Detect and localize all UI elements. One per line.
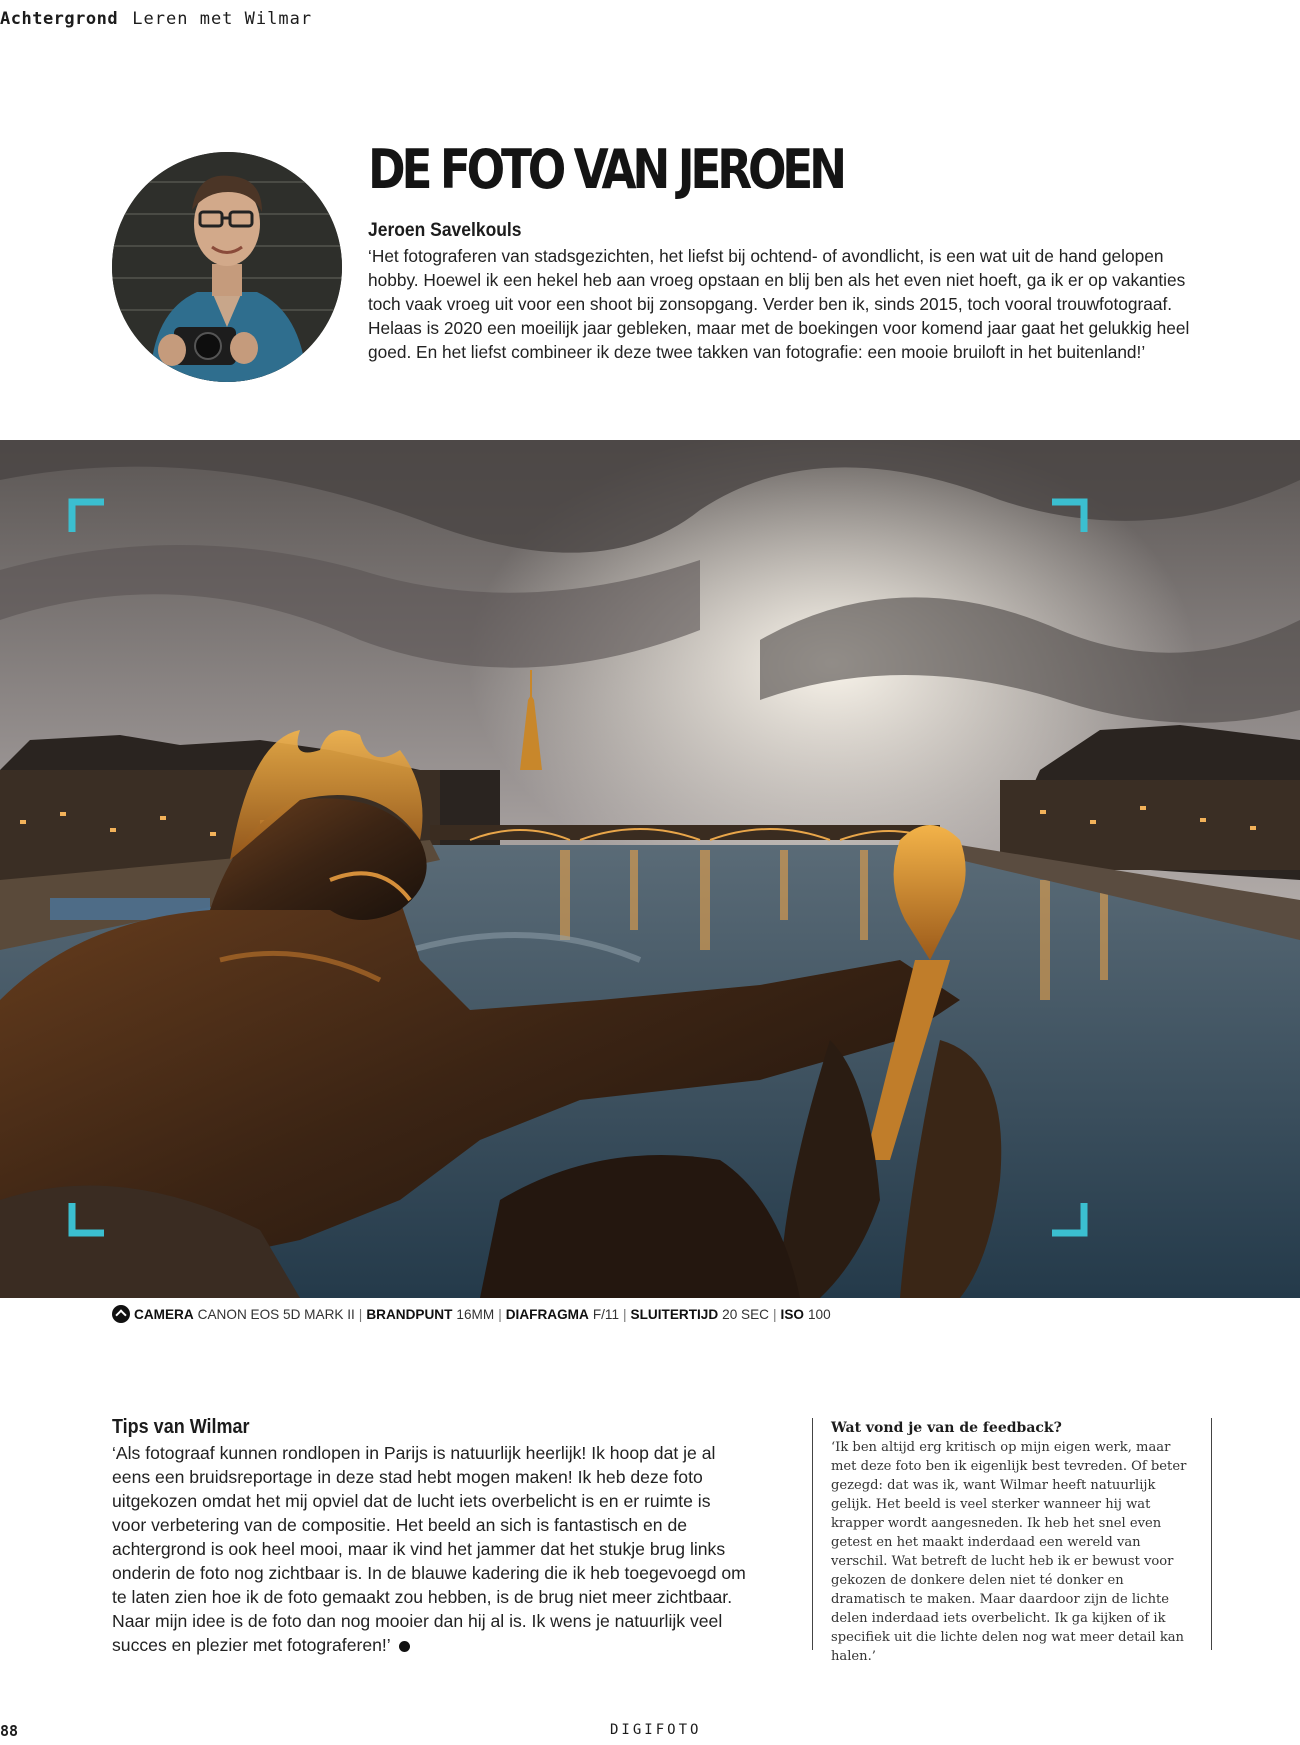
feedback-box — [812, 1418, 1212, 1664]
setting-label-camera: CAMERA — [134, 1306, 194, 1322]
camera-settings-icon — [112, 1305, 130, 1323]
feedback-heading: Wat vond je van de feedback? — [831, 1420, 1062, 1436]
photo-settings-bar — [112, 1305, 831, 1323]
separator: | — [773, 1306, 777, 1322]
article-title: DE FOTO VAN JEROEN — [368, 138, 843, 201]
running-header — [0, 8, 312, 29]
setting-value-camera: CANON EOS 5D MARK II — [197, 1306, 355, 1322]
feedback-text: ‘Ik ben altijd erg kritisch op mijn eigen werk, maar met deze foto ben ik eigenlijk best tevreden. Of beter gezegd: dat was ik, want Wilmar heeft natuurlijk gelijk. Het beeld is veel sterker wanneer hij wat krapper wordt aangesneden. Ik heb het snel even getest en het maakt inderdaad een wereld van verschil. Wat betreft de lucht heb ik er bewust voor gekozen de donkere delen niet té donker en dramatisch te maken. Maar daardoor zijn de lichte delen inderdaad iets overbelicht. Ik ga kijken of ik specifiek uit die lichte delen nog wat meer detail kan halen.’ — [831, 1440, 1187, 1664]
setting-label-iso: ISO — [780, 1306, 804, 1322]
tips-body: ‘Als fotograaf kunnen rondlopen in Parijs is natuurlijk heerlijk! Ik hoop dat je al eens een bruidsreportage in deze stad hebt mogen maken! Ik heb deze foto uitgekozen omdat het mij opviel dat de lucht iets overbelicht is en er ruimte is voor verbetering van de compositie. Het beeld an sich is fantastisch en de achtergrond is ook heel mooi, maar ik vind het jammer dat het stukje brug links onderin de foto nog zichtbaar is. In de blauwe kadering die ik heb toegevoegd om te laten zien hoe ik de foto gemaakt zou hebben, is de brug niet meer zichtbaar. Naar mijn idee is de foto dan nog mooier dan hij al is. Ik wens je natuurlijk veel succes en plezier met fotograferen!’ — [112, 1443, 746, 1655]
author-name: Jeroen Savelkouls — [368, 220, 522, 241]
setting-value-shutter: 20 SEC — [722, 1306, 770, 1322]
subsection-label: Leren met Wilmar — [132, 9, 313, 29]
setting-label-shutter: SLUITERTIJD — [630, 1306, 719, 1322]
end-mark-icon — [399, 1641, 410, 1652]
setting-value-focal: 16MM — [456, 1306, 495, 1322]
separator: | — [358, 1306, 363, 1322]
section-label: Achtergrond — [0, 9, 119, 29]
setting-label-aperture: DIAFRAGMA — [505, 1306, 589, 1322]
tips-text — [112, 1441, 748, 1657]
magazine-name: DIGIFOTO — [610, 1722, 702, 1738]
setting-label-focal: BRANDPUNT — [366, 1306, 453, 1322]
author-portrait — [112, 152, 342, 382]
tips-heading: Tips van Wilmar — [112, 1416, 250, 1438]
page-number: 88 — [0, 1722, 19, 1740]
featured-photo — [0, 440, 1300, 1298]
setting-value-aperture: F/11 — [592, 1306, 620, 1322]
author-intro: ‘Het fotograferen van stadsgezichten, het liefst bij ochtend- of avondlicht, is een wat uit de hand gelopen hobby. Hoewel ik een hekel heb aan vroeg opstaan en blij ben als het even niet hoeft, ga ik er op vakanties toch vaak vroeg uit voor een shoot bij zonsopgang. Verder ben ik, sinds 2015, toch vooral trouwfotograaf. Helaas is 2020 een moeilijk jaar gebleken, maar met de boekingen voor komend jaar gaat het gelukkig heel goed. En het liefst combineer ik deze twee takken van fotografie: een mooie bruiloft in het buitenland!’ — [368, 246, 1190, 362]
separator: | — [623, 1306, 627, 1322]
separator: | — [498, 1306, 502, 1322]
setting-value-iso: 100 — [807, 1306, 831, 1322]
